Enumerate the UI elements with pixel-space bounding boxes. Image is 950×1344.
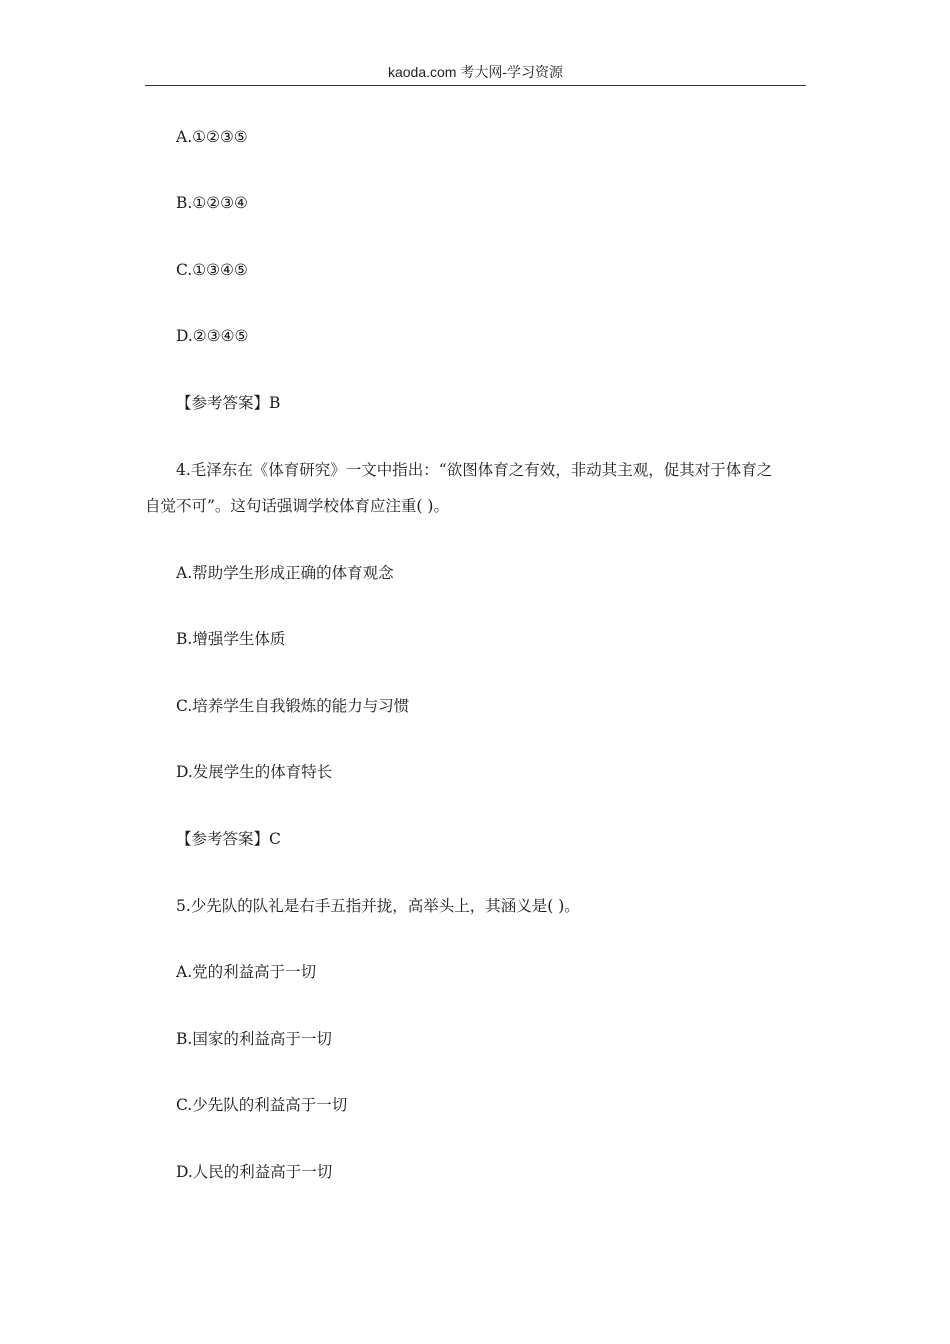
q3-answer: 【参考答案】B — [176, 394, 281, 412]
q5-option-d: D.人民的利益高于一切 — [176, 1163, 333, 1181]
q3-option-c: C.①③④⑤ — [176, 261, 248, 279]
q4-option-c: C.培养学生自我锻炼的能力与习惯 — [176, 697, 410, 715]
q5-option-b: B.国家的利益高于一切 — [176, 1030, 332, 1048]
q5-option-c: C.少先队的利益高于一切 — [176, 1096, 348, 1114]
q4-option-a: A.帮助学生形成正确的体育观念 — [176, 564, 394, 582]
q3-option-b: B.①②③④ — [176, 194, 248, 212]
q4-stem-line1: 4.毛泽东在《体育研究》一文中指出：“欲图体育之有效，非动其主观，促其对于体育之 — [176, 461, 773, 479]
q4-answer: 【参考答案】C — [176, 830, 281, 848]
page-header: kaoda.com 考大网-学习资源 — [387, 64, 564, 80]
q3-option-a: A.①②③⑤ — [176, 128, 248, 146]
q4-option-d: D.发展学生的体育特长 — [176, 763, 333, 781]
q4-option-b: B.增强学生体质 — [176, 630, 286, 648]
header-divider — [145, 85, 806, 86]
q3-option-d: D.②③④⑤ — [176, 327, 249, 345]
q5-stem: 5.少先队的队礼是右手五指并拢，高举头上，其涵义是( )。 — [176, 897, 580, 915]
q5-option-a: A.党的利益高于一切 — [176, 963, 317, 981]
q4-stem-line2: 自觉不可”。这句话强调学校体育应注重( )。 — [145, 497, 449, 515]
